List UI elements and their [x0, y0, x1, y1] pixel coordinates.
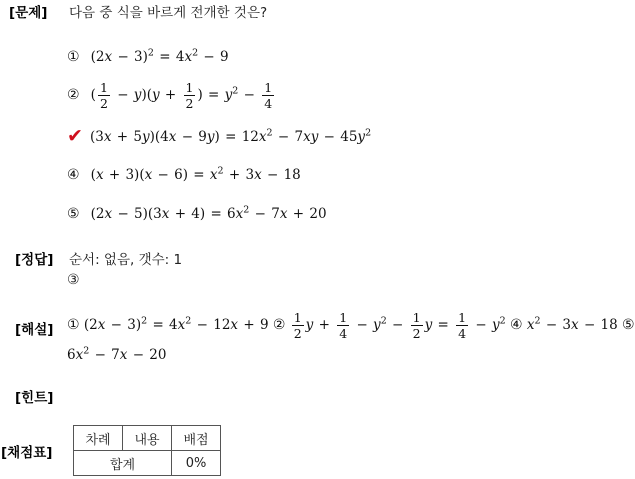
choice-4-mark: ④ [67, 167, 80, 183]
choice-4-expr: $(x + 3)(x - 6) = x^2 + 3x - 18$ [90, 165, 301, 183]
choice-4 [67, 164, 301, 183]
choice-2 [67, 80, 276, 111]
score-header-content: 내용 [123, 426, 172, 451]
answer-meta: 순서: 없음, 갯수: 1 [69, 252, 183, 268]
score-header-points: 배점 [172, 426, 221, 451]
score-header-order: 차례 [74, 426, 123, 451]
choice-5-expr: $(2x - 5)(3x + 4) = 6x^2 - 7x + 20$ [90, 204, 327, 222]
hint-label: [힌트] [15, 390, 54, 406]
score-table [73, 425, 221, 476]
choice-5 [67, 203, 327, 222]
choice-3 [67, 124, 371, 146]
explanation-line-1-text: ① $(2x - 3)^2 = 4x^2 - 12x + 9$ ② $\frac{1}{2}$ y + $\frac{1}{4}$ − $y^2$ − $\frac{1}{2}$ y = $\frac{1}{4}$ − $y^2$ ④ $x^2 - 3x - 18$ ⑤ [67, 310, 635, 341]
question-text: 다음 중 식을 바르게 전개한 것은? [69, 5, 268, 21]
explanation-label: [해설] [15, 322, 54, 338]
choice-3-expr: $(3x + 5y)(4x - 9y) = 12x^2 - 7xy - 45y^2$ [90, 127, 372, 145]
score-table-header-row [74, 426, 221, 451]
choice-5-mark: ⑤ [67, 206, 80, 222]
score-total-value: 0% [172, 451, 221, 476]
question-label: [문제] [9, 5, 48, 21]
choice-2-mark: ② [67, 87, 80, 103]
score-table-total-row [74, 451, 221, 476]
explanation-line-1 [67, 310, 635, 341]
scoring-label: [채점표] [1, 445, 53, 461]
answer-value: ③ [67, 272, 80, 288]
correct-check-icon: ✔ [67, 125, 83, 147]
explanation-line-2 [67, 344, 166, 363]
choice-1-mark: ① [67, 49, 80, 65]
choice-2-expr: ( $\frac{1}{2}$ − y)(y + $\frac{1}{2}$ ) = $y^2$ − $\frac{1}{4}$ [90, 80, 273, 111]
choice-1 [67, 46, 229, 65]
choice-1-expr: $(2x - 3)^2 = 4x^2 - 9$ [90, 47, 229, 65]
explanation-line-2-text: $6x^2 - 7x - 20$ [67, 345, 167, 363]
answer-label: [정답] [15, 252, 54, 268]
score-total-label: 합계 [74, 451, 172, 476]
